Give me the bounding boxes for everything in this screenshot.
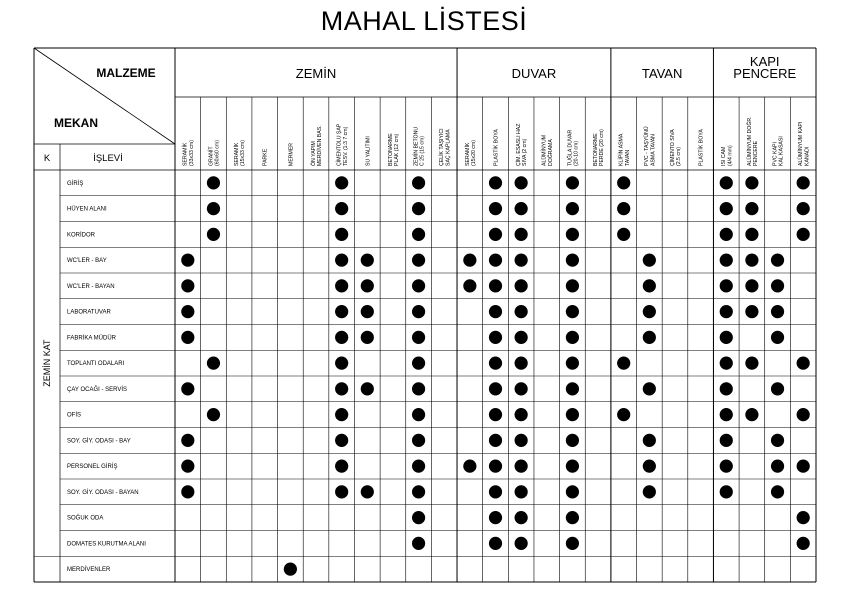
column-header	[746, 116, 759, 166]
material-dot	[745, 305, 758, 318]
material-dot	[745, 202, 758, 215]
material-dot	[720, 382, 733, 395]
column-header-text: KANADI	[804, 146, 811, 166]
column-header	[336, 123, 349, 166]
material-dot	[489, 485, 502, 498]
room-name: SOY. GİY. ODASI - BAY	[67, 438, 131, 445]
material-dot	[720, 331, 733, 344]
room-name: TOPLANTI ODALARI	[67, 361, 125, 368]
category-headers	[296, 54, 797, 81]
column-header	[288, 143, 294, 166]
column-header	[412, 127, 425, 166]
material-dot	[181, 460, 194, 473]
material-dot	[745, 254, 758, 267]
material-dot	[720, 176, 733, 189]
material-dot	[771, 460, 784, 473]
material-dot	[797, 202, 810, 215]
material-dot	[617, 357, 630, 370]
column-header-text: SERAMİK	[234, 142, 240, 166]
column-header	[643, 126, 656, 166]
material-dot	[335, 485, 348, 498]
material-dot	[284, 563, 297, 576]
material-dot	[771, 485, 784, 498]
column-header-text: ÇİMENTOLU ŞAP	[336, 123, 343, 166]
column-header-text: (2.5 cm)	[676, 146, 683, 166]
column-header-text: KLİPİN ASMA	[618, 133, 625, 166]
material-dot	[463, 460, 476, 473]
material-dot	[566, 537, 579, 550]
material-dot	[335, 305, 348, 318]
material-dot	[489, 434, 502, 447]
column-header-text: ISI CAM	[721, 146, 728, 166]
column-header-text: PVC - TAŞYÜNÜ	[644, 126, 651, 166]
material-dot	[617, 202, 630, 215]
column-header-text: (15x33 cm)	[240, 140, 247, 166]
material-dot	[181, 254, 194, 267]
material-dot	[181, 305, 194, 318]
room-name: SOY. GİY. ODASI - BAYAN	[67, 489, 139, 496]
material-dot	[489, 202, 502, 215]
material-dot	[361, 331, 374, 344]
material-dot	[515, 176, 528, 189]
material-dot	[412, 279, 425, 292]
column-header-text: PLASTİK BOYA	[698, 129, 705, 166]
material-dot	[720, 254, 733, 267]
column-header-text: BETONARME	[387, 133, 394, 166]
material-dot	[489, 511, 502, 524]
material-dot	[515, 305, 528, 318]
material-dot	[412, 485, 425, 498]
material-dot	[515, 537, 528, 550]
column-header-text: PLASTİK BOYA	[493, 129, 500, 166]
material-dot	[335, 254, 348, 267]
material-dot	[720, 279, 733, 292]
column-header-text: MERDİVEN BAS.	[317, 125, 324, 166]
material-dot	[489, 537, 502, 550]
material-dot	[566, 485, 579, 498]
category-label-line: KAPI	[749, 54, 780, 69]
room-labels	[67, 180, 146, 573]
column-header	[698, 129, 705, 166]
column-header-text: (60x60 cm)	[214, 140, 221, 166]
column-header-text: ÇİMENTO SIVA	[669, 129, 676, 166]
room-name: WC'LER - BAY	[67, 258, 107, 265]
room-name: MERDİVENLER	[67, 567, 111, 574]
material-dot	[335, 434, 348, 447]
material-dot	[361, 485, 374, 498]
material-dot	[771, 382, 784, 395]
room-name: GİRİŞ	[67, 180, 84, 187]
column-header-text: (20-10 cm)	[573, 140, 580, 166]
column-header-text: DOĞRAMA	[547, 139, 554, 166]
material-dot	[489, 305, 502, 318]
material-dot	[797, 460, 810, 473]
material-dot	[181, 382, 194, 395]
material-dot	[463, 254, 476, 267]
column-header-text: ALÜMİNYUM DOĞR.	[746, 116, 753, 166]
material-dot	[335, 202, 348, 215]
material-dot	[566, 228, 579, 241]
material-dot	[643, 305, 656, 318]
material-dot	[745, 176, 758, 189]
column-header-text: ÖN YAPIM	[310, 141, 317, 166]
column-header	[310, 125, 323, 166]
column-header	[669, 129, 682, 166]
room-name: PERSONEL GİRİŞ	[67, 464, 118, 471]
column-header	[493, 129, 500, 166]
material-dot	[335, 228, 348, 241]
material-dot	[412, 202, 425, 215]
floor-label: ZEMİN KAT	[42, 339, 52, 387]
column-header-text: TESV. (1:3 7 cm)	[342, 126, 349, 166]
material-dot	[489, 279, 502, 292]
material-dot	[566, 202, 579, 215]
column-header	[438, 128, 451, 166]
material-dot	[181, 331, 194, 344]
material-dot	[617, 228, 630, 241]
material-dot	[643, 254, 656, 267]
column-header	[388, 133, 400, 166]
material-dot	[335, 357, 348, 370]
column-header	[797, 122, 810, 166]
material-dot	[566, 254, 579, 267]
material-dot	[515, 357, 528, 370]
room-name: SOĞUK ODA	[67, 515, 104, 522]
column-header-text: GRANİT	[208, 146, 215, 166]
material-dot	[412, 460, 425, 473]
column-header-text: BETONARME	[592, 133, 599, 166]
material-dot	[335, 279, 348, 292]
material-dot	[643, 434, 656, 447]
material-dot	[361, 382, 374, 395]
material-dot	[643, 485, 656, 498]
material-dot	[412, 408, 425, 421]
material-dot	[181, 434, 194, 447]
material-dot	[515, 485, 528, 498]
material-dot	[720, 357, 733, 370]
column-header-text: ASMA TAVAN	[650, 134, 657, 166]
column-header-text: ZEMİN BETONU	[413, 126, 420, 166]
material-dot	[207, 228, 220, 241]
material-dot	[361, 279, 374, 292]
material-dot	[617, 176, 630, 189]
material-dot	[797, 357, 810, 370]
material-dot	[771, 434, 784, 447]
material-dot	[515, 460, 528, 473]
material-dot	[745, 357, 758, 370]
header-k: K	[43, 153, 51, 164]
column-header	[566, 130, 579, 166]
material-dot	[720, 460, 733, 473]
material-dot	[361, 305, 374, 318]
material-dot	[207, 176, 220, 189]
material-dot	[412, 228, 425, 241]
column-header-text: PARKE	[262, 148, 269, 166]
material-dot	[515, 408, 528, 421]
material-dot	[720, 228, 733, 241]
material-dot	[745, 279, 758, 292]
material-dot	[489, 460, 502, 473]
material-dot	[463, 279, 476, 292]
material-dot	[643, 331, 656, 344]
column-header	[233, 140, 246, 166]
room-name: ÇAY OCAĞI - SERVİS	[67, 386, 128, 393]
floor-labels	[42, 339, 52, 387]
material-dot	[566, 176, 579, 189]
material-dot	[720, 202, 733, 215]
material-dot	[515, 434, 528, 447]
column-header-text: SERAMİK	[182, 142, 189, 166]
material-dot	[566, 279, 579, 292]
material-dot	[335, 460, 348, 473]
material-dot	[643, 382, 656, 395]
room-name: LABORATUVAR	[67, 309, 111, 316]
material-dot	[566, 305, 579, 318]
column-header	[207, 140, 220, 166]
material-dot	[412, 537, 425, 550]
material-dot	[797, 176, 810, 189]
column-header-text: PVC KAPI	[772, 142, 779, 166]
column-header-text: SU YALITIMI	[365, 136, 372, 166]
material-dot	[643, 279, 656, 292]
column-header	[593, 129, 605, 166]
material-dot	[797, 408, 810, 421]
material-dot	[335, 331, 348, 344]
material-dot	[566, 382, 579, 395]
material-dot	[720, 434, 733, 447]
material-dot	[207, 408, 220, 421]
material-dot	[515, 331, 528, 344]
page-title: MAHAL LİSTESİ	[320, 6, 528, 36]
material-dot	[515, 202, 528, 215]
material-dot	[489, 357, 502, 370]
column-header-text: SIVA (2 cm)	[522, 138, 529, 166]
room-name: DOMATES KURUTMA ALANI	[67, 541, 146, 548]
column-header	[515, 124, 528, 166]
material-dot	[207, 357, 220, 370]
column-header	[618, 133, 631, 166]
column-header-text: C 25 (15 cm)	[419, 136, 426, 166]
material-dot	[412, 305, 425, 318]
room-name: WC'LER - BAYAN	[67, 283, 115, 290]
material-dot	[566, 460, 579, 473]
column-header	[721, 145, 733, 166]
material-dot	[412, 511, 425, 524]
category-label: TAVAN	[641, 66, 683, 81]
material-dot	[566, 331, 579, 344]
material-dot	[489, 331, 502, 344]
room-name: HÜYEN ALANI	[67, 206, 107, 213]
material-dot	[720, 408, 733, 421]
column-header-text: PLAK (12 cm)	[394, 133, 401, 166]
material-dot	[643, 460, 656, 473]
column-header-text: (4/4 mm)	[727, 145, 734, 166]
material-dot	[797, 511, 810, 524]
material-dot	[617, 408, 630, 421]
column-header-text: KAL KASASI	[778, 136, 785, 166]
material-dot	[566, 357, 579, 370]
material-dot	[489, 176, 502, 189]
column-header-text: PENCERE	[753, 140, 759, 166]
column-header	[541, 135, 554, 166]
room-name: FABRİKA MÜDÜR	[67, 335, 117, 342]
material-dot	[566, 408, 579, 421]
column-header-text: ÇİM. ESASLI HAZ	[516, 123, 523, 166]
material-dot	[515, 254, 528, 267]
column-header-text: SAÇ KAPLAMA	[445, 129, 452, 166]
material-dot	[515, 279, 528, 292]
column-header-text: (33x33 cm)	[188, 140, 195, 166]
corner-mekan-label: MEKAN	[54, 116, 98, 130]
category-label: ZEMİN	[295, 66, 337, 81]
material-dot	[771, 305, 784, 318]
material-dot	[412, 434, 425, 447]
material-dot	[412, 254, 425, 267]
room-name: KORİDOR	[67, 232, 96, 239]
column-header	[772, 136, 784, 166]
column-header-text: TAVAN	[624, 149, 631, 166]
material-dot	[412, 357, 425, 370]
material-dot	[515, 511, 528, 524]
corner-malzeme-label: MALZEME	[96, 66, 156, 80]
column-header-text: TUĞLA DUVAR	[567, 129, 574, 166]
material-dot	[720, 305, 733, 318]
header-islevi: İŞLEVİ	[93, 153, 123, 164]
column-header-text: MERMER	[288, 142, 295, 166]
material-dot	[412, 382, 425, 395]
material-dot	[771, 331, 784, 344]
material-dot	[566, 511, 579, 524]
column-header-text: ALÜMİNYUM KAPI	[798, 121, 805, 166]
column-header-text: PERDE (20 cm)	[599, 129, 606, 166]
material-dot	[489, 254, 502, 267]
column-header	[263, 148, 269, 166]
material-dot	[412, 331, 425, 344]
material-dot	[412, 176, 425, 189]
material-dot	[489, 408, 502, 421]
material-dot	[335, 408, 348, 421]
column-header	[182, 140, 195, 166]
material-dot	[797, 228, 810, 241]
material-dot	[181, 279, 194, 292]
material-dot	[207, 202, 220, 215]
column-header-text: SERAMİK	[464, 142, 471, 166]
column-header-text: ÇELİK TAŞIYICI	[439, 128, 446, 166]
room-name: OFİS	[67, 412, 82, 419]
material-dot	[745, 408, 758, 421]
column-headers	[182, 116, 811, 166]
material-dot	[515, 382, 528, 395]
material-dot	[361, 254, 374, 267]
material-dot	[515, 228, 528, 241]
column-header-text: ALÜMİNYUM	[541, 134, 548, 166]
material-dot	[335, 176, 348, 189]
column-header	[464, 140, 477, 166]
material-dot	[720, 485, 733, 498]
material-dot	[335, 382, 348, 395]
category-label: DUVAR	[511, 66, 557, 81]
material-dot	[797, 537, 810, 550]
column-header-text: (15x20 cm)	[470, 140, 477, 166]
category-label-line: PENCERE	[733, 66, 797, 81]
material-dot	[181, 485, 194, 498]
material-dot	[745, 228, 758, 241]
material-dot	[771, 254, 784, 267]
column-header	[365, 136, 371, 166]
material-dot	[489, 382, 502, 395]
material-dot	[489, 228, 502, 241]
material-dot	[566, 434, 579, 447]
material-dot	[771, 279, 784, 292]
